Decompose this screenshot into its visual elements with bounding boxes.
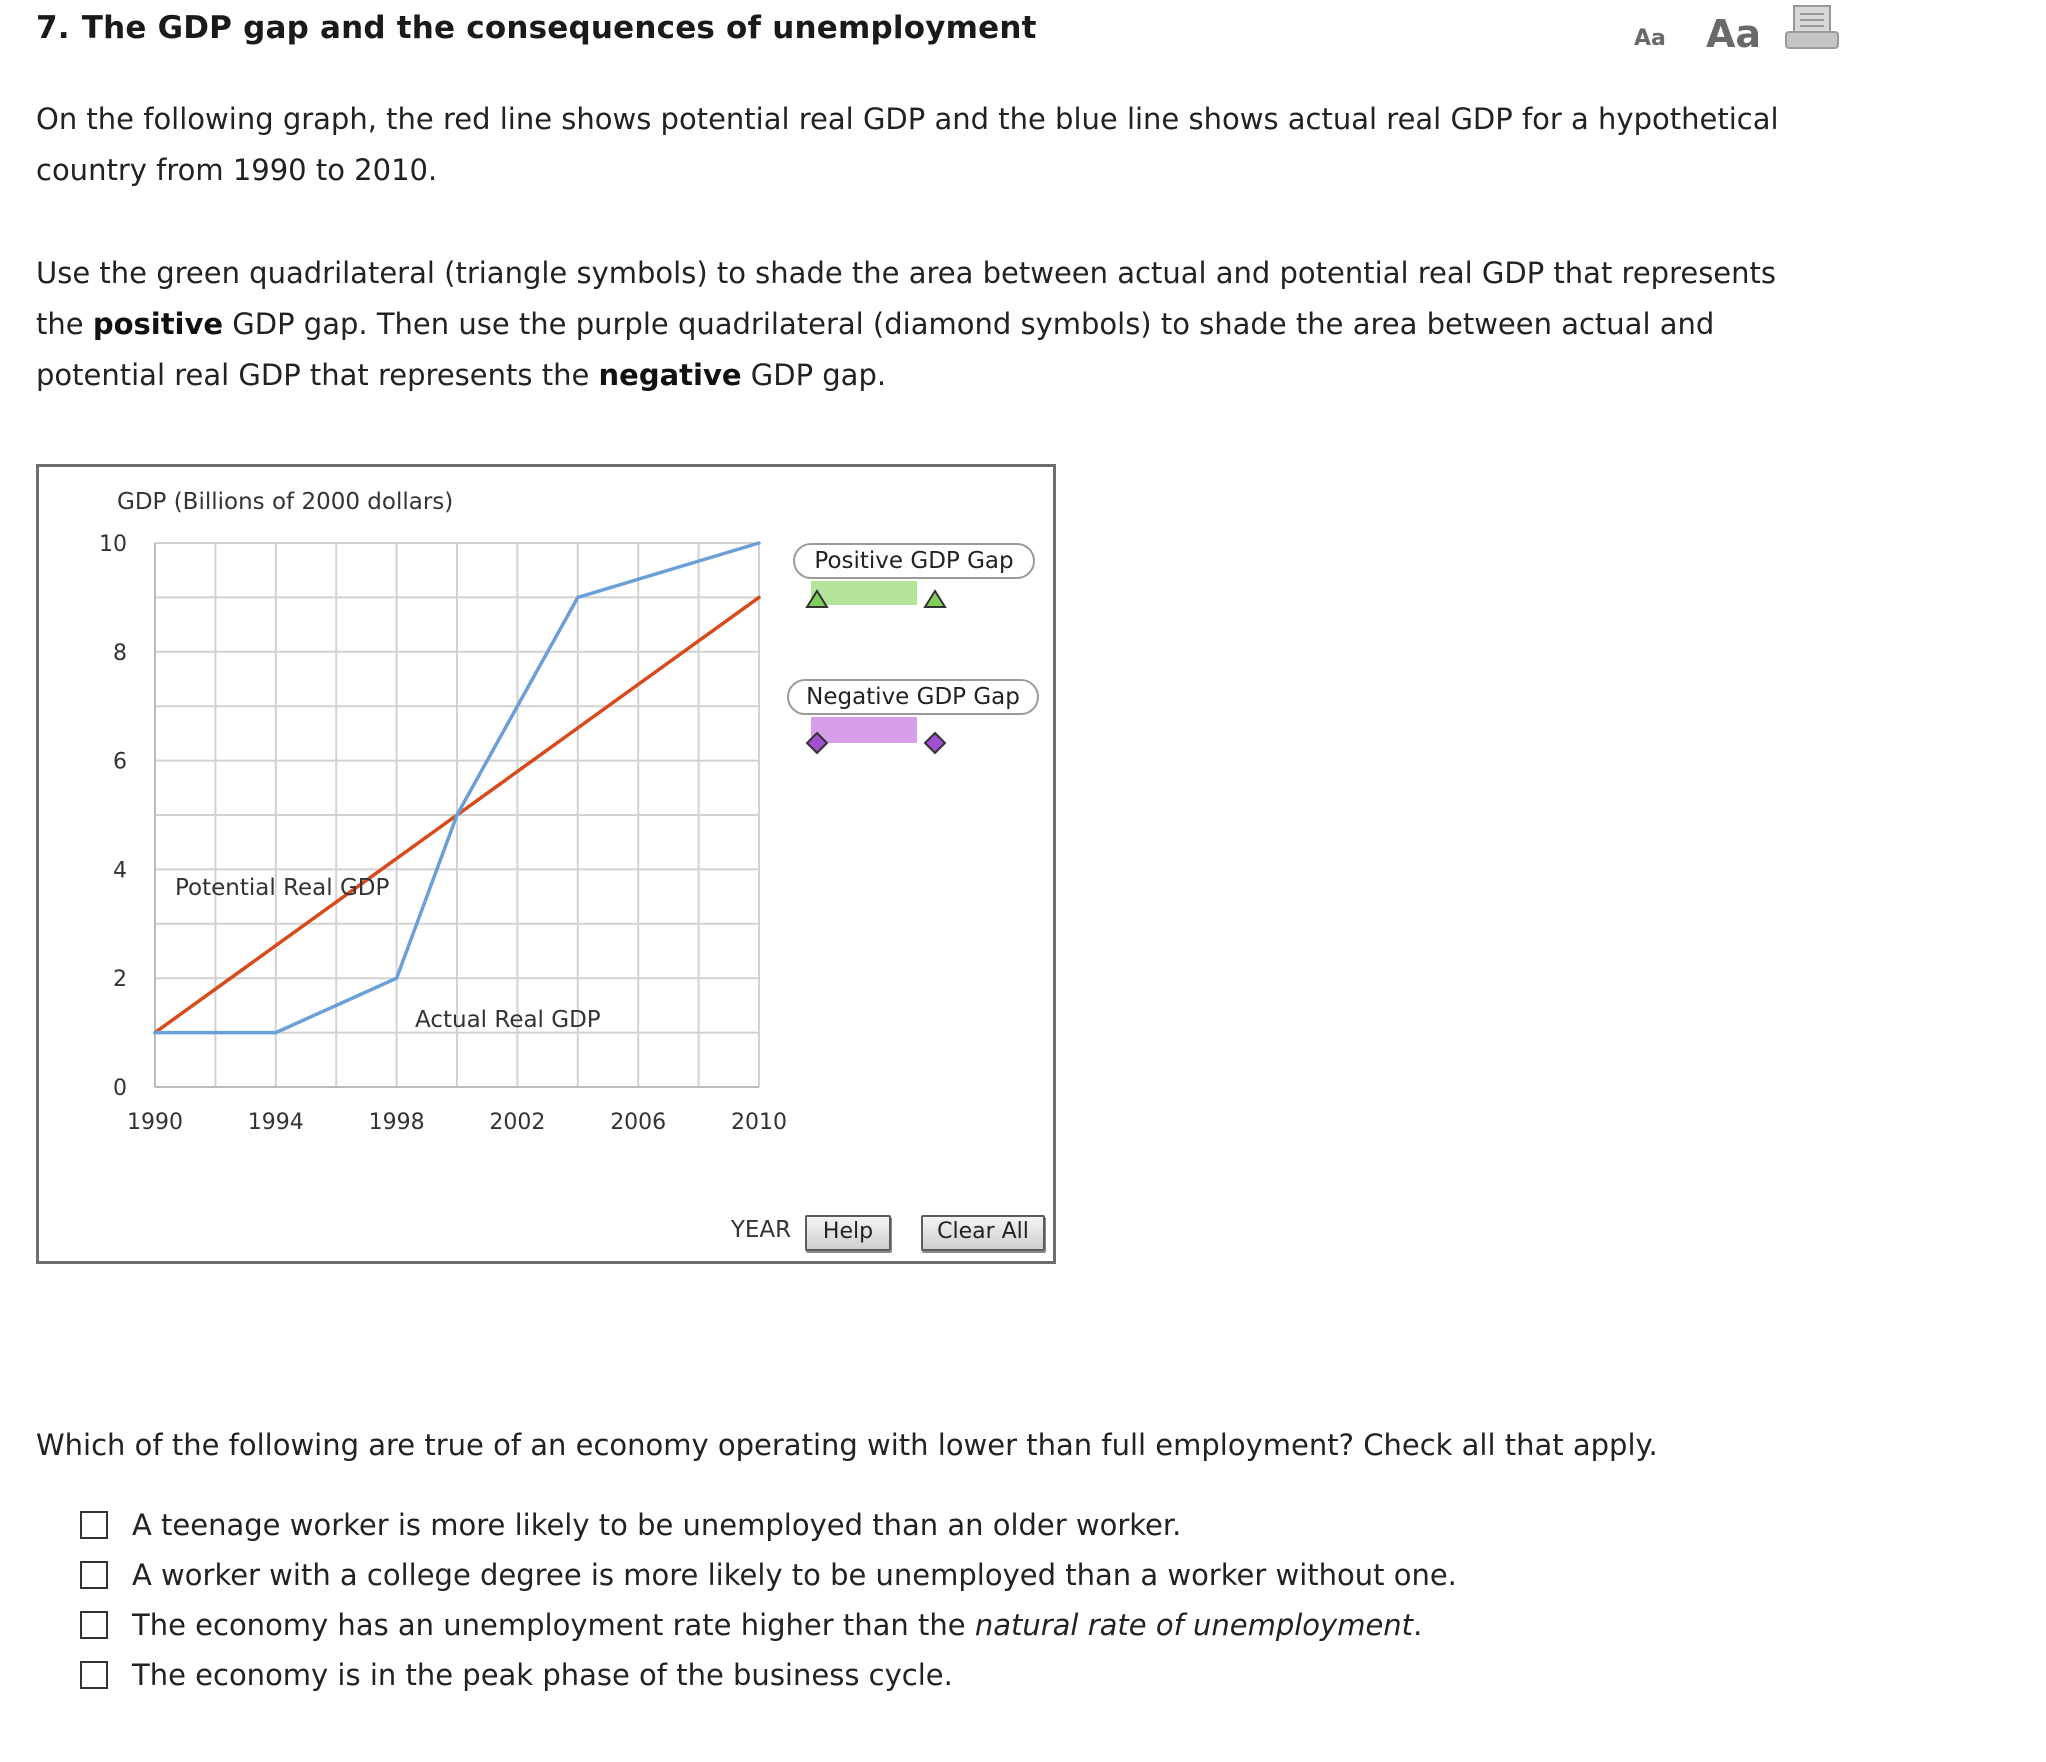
answer-label[interactable]: A worker with a college degree is more likely to be unemployed than a worker without one. bbox=[132, 1558, 1457, 1592]
y-tick-label: 8 bbox=[113, 640, 127, 666]
answer-label[interactable]: A teenage worker is more likely to be unemployed than an older worker. bbox=[132, 1508, 1182, 1542]
answer-label-text: . bbox=[1413, 1608, 1423, 1642]
gdp-graph-tool[interactable] bbox=[36, 464, 1056, 1264]
instructions-text: Use the green quadrilateral (triangle symbols) to shade the area between actual and potential real GDP that represents the bbox=[36, 256, 1776, 341]
instructions-paragraph-1: On the following graph, the red line shows potential real GDP and the blue line shows actual real GDP for a hypothetical country from 1990 to 2010. bbox=[36, 102, 1779, 187]
font-size-large-button[interactable]: Aa bbox=[1706, 12, 1762, 56]
answer-checkbox[interactable] bbox=[80, 1561, 108, 1589]
y-tick-label: 4 bbox=[113, 858, 127, 884]
positive-gap-label: Positive GDP Gap bbox=[793, 543, 1035, 579]
negative-gap-diamond-handle[interactable] bbox=[925, 733, 945, 753]
instructions-paragraph-2 bbox=[36, 248, 1816, 401]
y-axis-title: GDP (Billions of 2000 dollars) bbox=[117, 489, 454, 515]
answer-option[interactable] bbox=[80, 1550, 1457, 1600]
x-tick-label: 2010 bbox=[731, 1110, 787, 1135]
actual-gdp-label: Actual Real GDP bbox=[415, 1007, 601, 1033]
negative-gap-label: Negative GDP Gap bbox=[787, 679, 1039, 715]
answer-label[interactable]: The economy is in the peak phase of the business cycle. bbox=[132, 1658, 953, 1692]
potential-gdp-label: Potential Real GDP bbox=[175, 875, 390, 901]
positive-gap-swatch[interactable] bbox=[811, 581, 917, 605]
answer-label[interactable] bbox=[132, 1608, 1422, 1642]
question-number: 7. bbox=[36, 10, 70, 46]
question-title-text: The GDP gap and the consequences of unemployment bbox=[81, 10, 1037, 46]
font-size-small-button[interactable]: Aa bbox=[1634, 26, 1666, 51]
negative-gap-swatch[interactable] bbox=[811, 717, 917, 743]
x-tick-label: 1990 bbox=[127, 1110, 183, 1135]
x-axis-title: YEAR bbox=[730, 1217, 792, 1243]
clear-all-button[interactable]: Clear All bbox=[921, 1215, 1045, 1251]
positive-gap-triangle-handle[interactable] bbox=[925, 591, 945, 607]
y-tick-label: 10 bbox=[99, 532, 127, 557]
y-tick-label: 2 bbox=[113, 967, 127, 993]
x-tick-label: 2006 bbox=[610, 1110, 667, 1135]
help-button[interactable]: Help bbox=[805, 1215, 891, 1251]
answer-checkbox[interactable] bbox=[80, 1511, 108, 1539]
x-tick-label: 2002 bbox=[489, 1110, 546, 1135]
y-tick-label: 6 bbox=[113, 749, 127, 775]
instructions-text: GDP gap. Then use the purple quadrilateral (diamond symbols) to shade the area between actual and potential real GDP that represents the bbox=[36, 307, 1715, 392]
answer-option[interactable] bbox=[80, 1600, 1457, 1650]
answer-option[interactable] bbox=[80, 1650, 1457, 1700]
question-title bbox=[36, 10, 1037, 46]
x-tick-label: 1998 bbox=[368, 1110, 425, 1135]
instructions-text: GDP gap. bbox=[741, 358, 887, 392]
answer-options bbox=[80, 1500, 1457, 1700]
x-tick-label: 1994 bbox=[247, 1110, 304, 1135]
instructions-bold-positive: positive bbox=[92, 307, 224, 341]
answer-checkbox[interactable] bbox=[80, 1611, 108, 1639]
gdp-chart[interactable] bbox=[39, 467, 1053, 1261]
answer-label-text: The economy has an unemployment rate higher than the bbox=[132, 1608, 975, 1642]
answer-checkbox[interactable] bbox=[80, 1661, 108, 1689]
instructions-bold-negative: negative bbox=[598, 358, 742, 392]
y-tick-label: 0 bbox=[113, 1076, 127, 1101]
answer-label-italic: natural rate of unemployment bbox=[974, 1608, 1414, 1642]
print-icon[interactable] bbox=[1784, 4, 1840, 56]
checkbox-question-prompt: Which of the following are true of an economy operating with lower than full employment? Check all that apply. bbox=[36, 1428, 1658, 1462]
answer-option[interactable] bbox=[80, 1500, 1457, 1550]
